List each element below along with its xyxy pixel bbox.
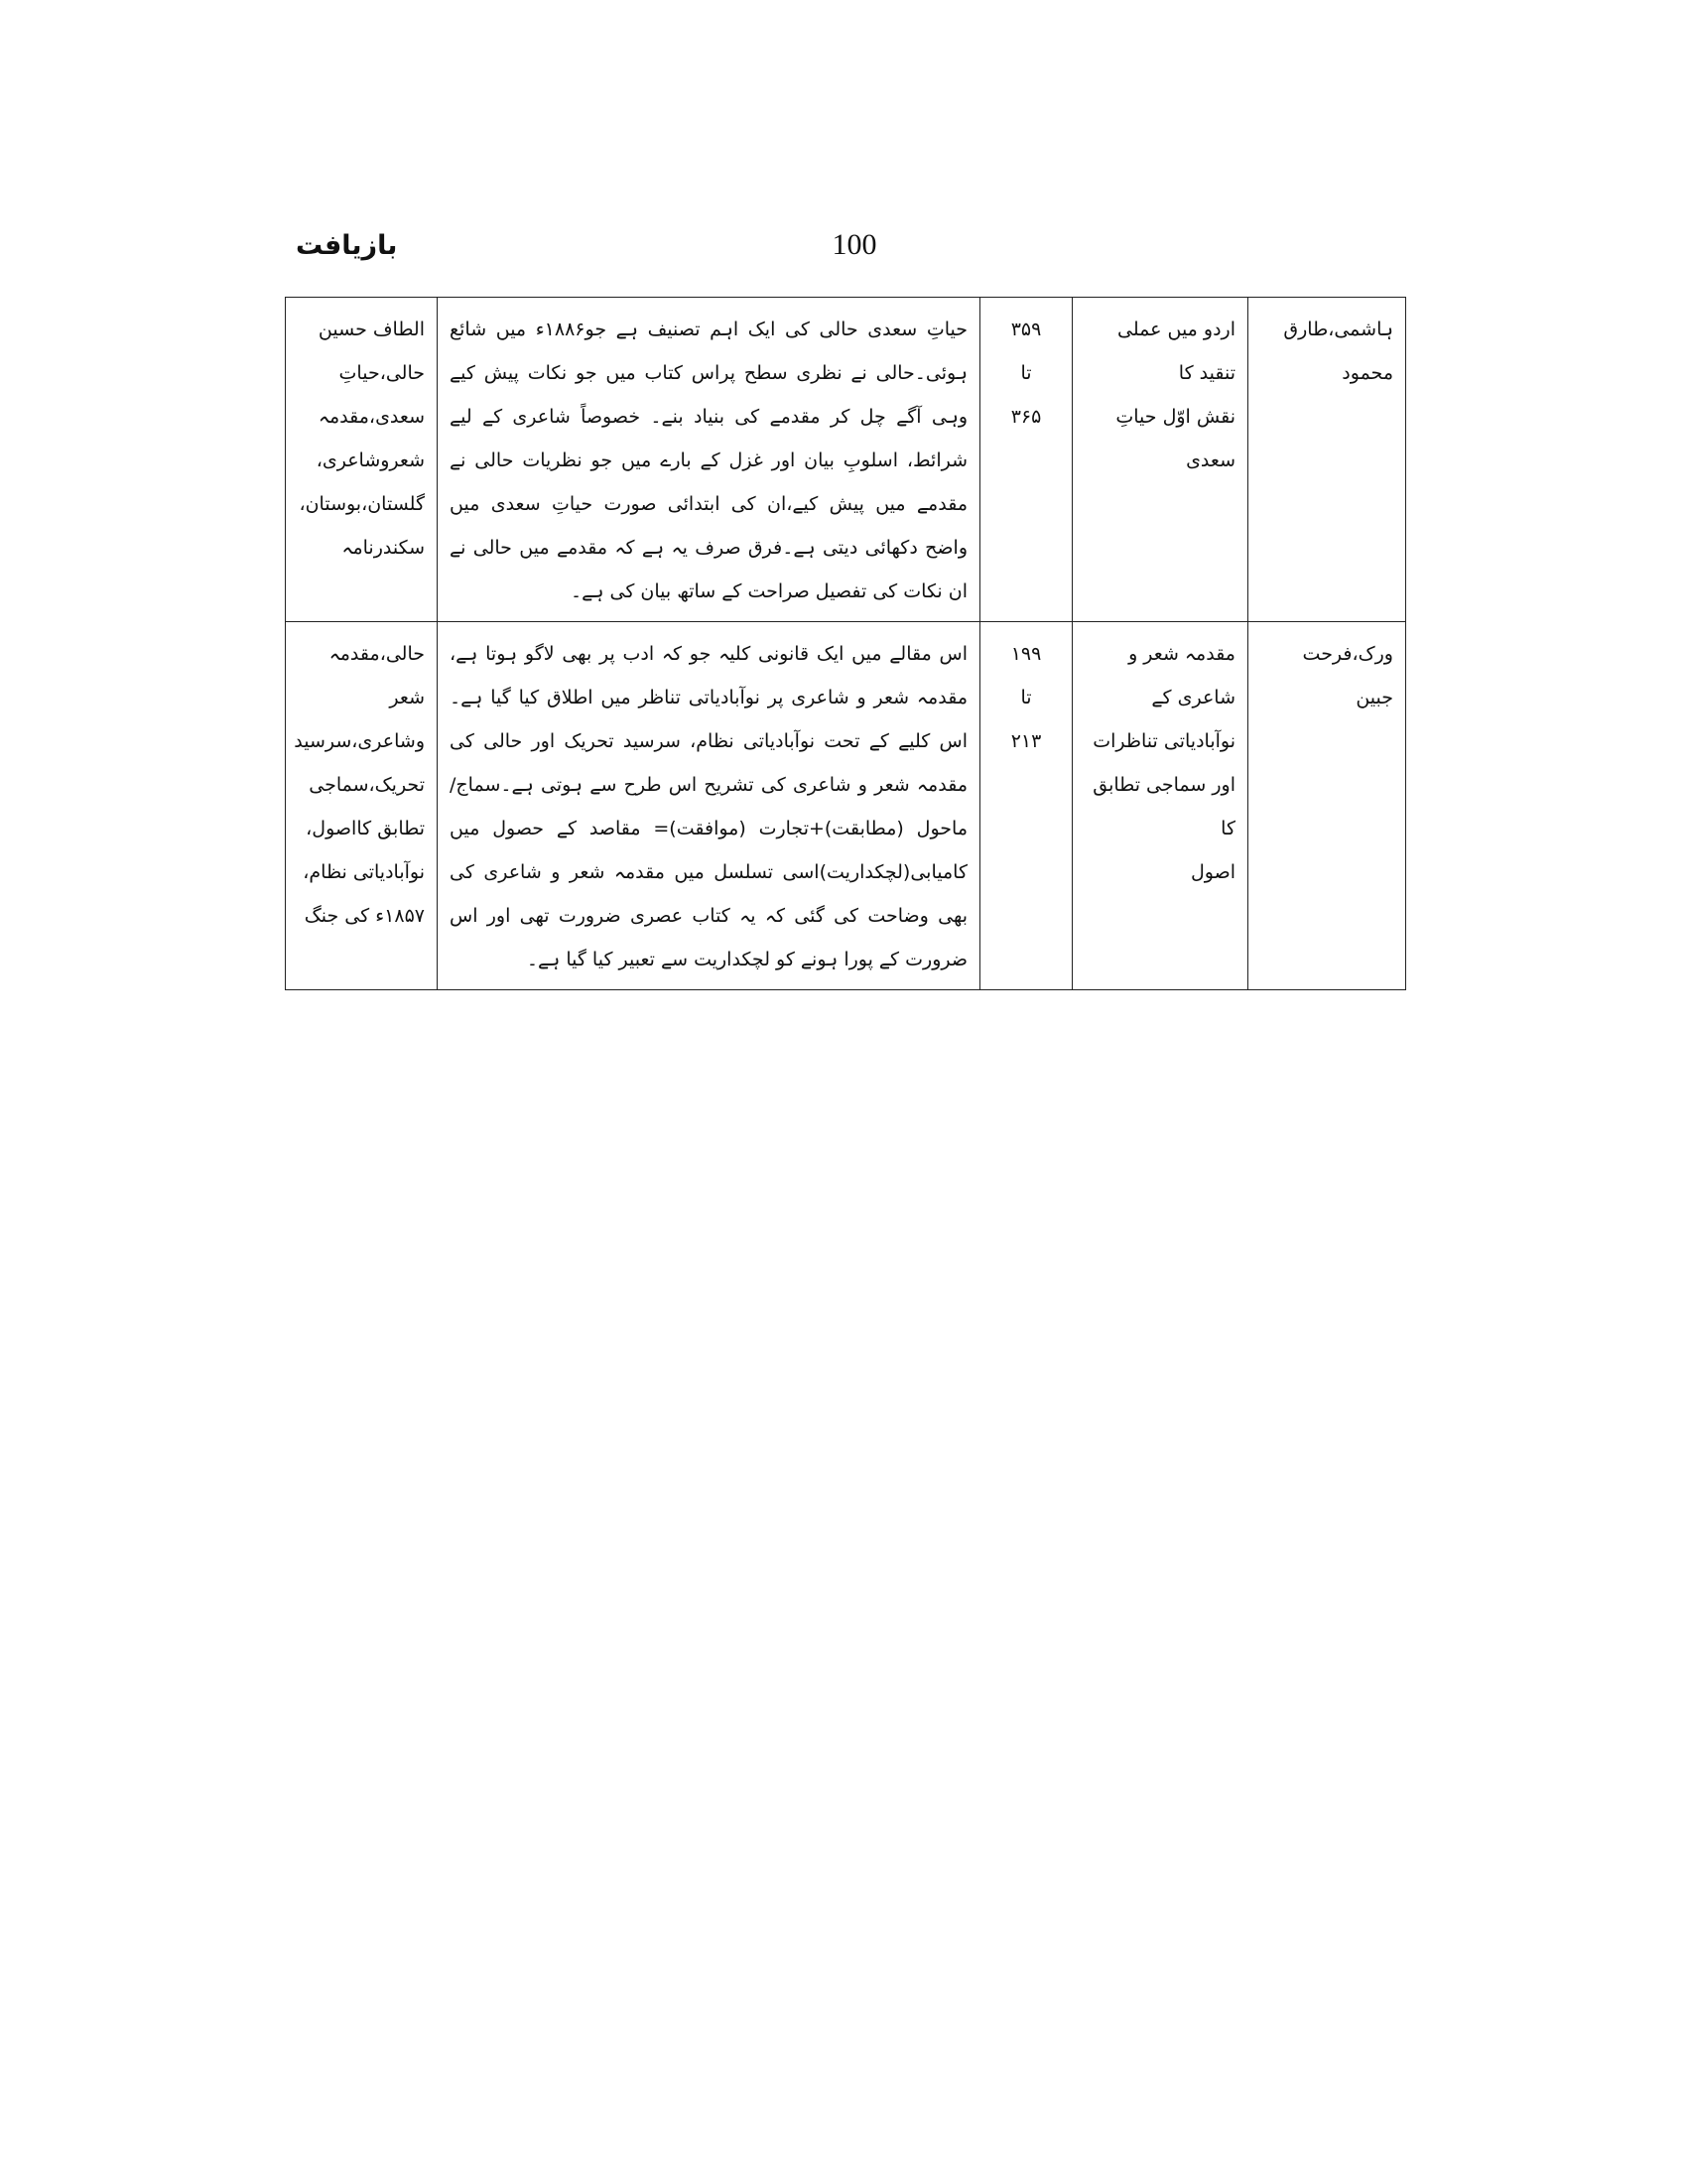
title-cell xyxy=(1073,298,1248,622)
keyword-line: الطاف حسین xyxy=(318,319,425,340)
keywords-cell xyxy=(286,622,438,990)
title-line: سعدی xyxy=(1186,450,1235,471)
page-end: ۲۱۳ xyxy=(1010,730,1042,752)
author-line: جبین xyxy=(1356,687,1393,708)
journal-name: بازیافت xyxy=(296,230,398,261)
keyword-line: ۱۸۵۷ء کی جنگ xyxy=(304,905,425,927)
title-line: نقش اوّل حیاتِ xyxy=(1115,406,1235,428)
pages-cell xyxy=(980,622,1073,990)
title-line: اردو میں عملی تنقید کا xyxy=(1117,319,1235,384)
table-row xyxy=(286,298,1406,622)
keyword-line: تطابق کااصول، xyxy=(306,818,425,839)
title-line: شاعری کے xyxy=(1151,687,1235,708)
summary-cell: اس مقالے میں ایک قانونی کلیہ جو کہ ادب پر بھی لاگو ہوتا ہے، مقدمہ شعر و شاعری پر نوآبادیاتی تناظر میں اطلاق کیا گیا ہے۔اس کلیے کے تحت نوآبادیاتی نظام، سرسید تحریک اور حالی کی مقدمہ شعر و شاعری کی تشریح اس طرح سے ہوتی ہے۔سماج/ماحول (مطابقت)+تجارت (موافقت)= مقاصد کے حصول میں کامیابی(لچکداریت)اسی تسلسل میں مقدمہ شعر و شاعری کی بھی وضاحت کی گئی کہ یہ کتاب عصری ضرورت تھی اور اس ضرورت کے پورا ہونے کو لچکداریت سے تعبیر کیا گیا ہے۔ xyxy=(438,622,980,990)
keywords-cell xyxy=(286,298,438,622)
page-separator: تا xyxy=(1020,687,1032,708)
page-number: 100 xyxy=(832,228,877,261)
bibliography-table xyxy=(285,297,1406,990)
author-line: ہاشمی،طارق xyxy=(1283,319,1393,340)
title-line: مقدمہ شعر و xyxy=(1128,643,1235,665)
author-line: ورک،فرحت xyxy=(1302,643,1393,665)
keyword-line: گلستان،بوستان، xyxy=(299,493,425,515)
title-line: نوآبادیاتی تناظرات xyxy=(1093,730,1235,752)
summary-cell: حیاتِ سعدی حالی کی ایک اہم تصنیف ہے جو۱۸۸۶ء میں شائع ہوئی۔حالی نے نظری سطح پراس کتاب میں جو نکات پیش کیے وہی آگے چل کر مقدمے کی بنیاد بنے۔ خصوصاً شاعری کے لیے شرائط، اسلوبِ بیان اور غزل کے بارے میں جو نظریات حالی نے مقدمے میں پیش کیے،ان کی ابتدائی صورت حیاتِ سعدی میں واضح دکھائی دیتی ہے۔فرق صرف یہ ہے کہ مقدمے میں حالی نے ان نکات کی تفصیل صراحت کے ساتھ بیان کی ہے۔ xyxy=(438,298,980,622)
keyword-line: نوآبادیاتی نظام، xyxy=(303,861,425,883)
author-cell xyxy=(1248,622,1406,990)
author-cell xyxy=(1248,298,1406,622)
keyword-line: سکندرنامہ xyxy=(341,537,425,559)
title-line: اصول xyxy=(1190,861,1235,883)
title-line: اور سماجی تطابق کا xyxy=(1093,774,1235,839)
page-start: ۱۹۹ xyxy=(1010,643,1042,665)
page-start: ۳۵۹ xyxy=(1010,319,1042,340)
table-row xyxy=(286,622,1406,990)
author-line: محمود xyxy=(1342,362,1393,384)
keyword-line: حالی،مقدمہ شعر xyxy=(328,643,425,708)
keyword-line: سعدی،مقدمہ xyxy=(318,406,425,428)
keyword-line: شعروشاعری، xyxy=(316,450,425,471)
page-header xyxy=(284,226,1389,276)
keyword-line: وشاعری،سرسید xyxy=(294,730,425,752)
pages-cell xyxy=(980,298,1073,622)
title-cell xyxy=(1073,622,1248,990)
keyword-line: حالی،حیاتِ xyxy=(338,362,425,384)
page-separator: تا xyxy=(1020,362,1032,384)
keyword-line: تحریک،سماجی xyxy=(309,774,425,796)
page-end: ۳۶۵ xyxy=(1010,406,1042,428)
